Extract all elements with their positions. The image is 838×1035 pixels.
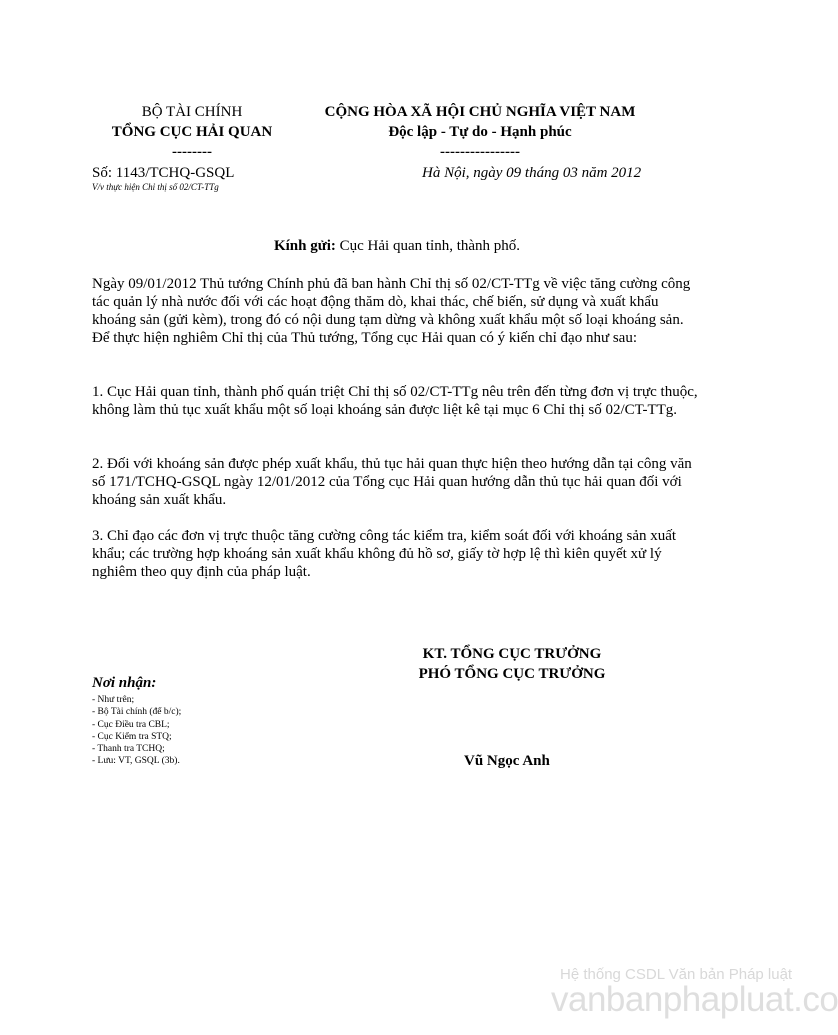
recipient-item: - Thanh tra TCHQ; <box>92 744 165 755</box>
document-subject: V/v thực hiện Chỉ thị số 02/CT-TTg <box>92 182 219 192</box>
recipient-item: - Bộ Tài chính (để b/c); <box>92 707 182 718</box>
addressee-value: Cục Hải quan tỉnh, thành phố. <box>339 238 521 254</box>
intro-paragraph: Ngày 09/01/2012 Thủ tướng Chính phủ đã ban hành Chỉ thị số 02/CT-TTg về việc tăng cường công tác quản lý nhà nước đối với các hoạt động thăm dò, khai thác, chế biến, sử dụng và xuất khẩu khoáng sản (gửi kèm), trong đó có nội dung tạm dừng và không xuất khẩu một số loại khoáng sản. Để thực hiện nghiêm Chỉ thị của Thủ tướng, Tổng cục Hải quan có ý kiến chỉ đạo như sau: <box>92 276 691 346</box>
signer-name: Vũ Ngọc Anh <box>464 753 550 769</box>
recipient-item: - Cục Kiểm tra STQ; <box>92 731 172 742</box>
addressee-line <box>92 238 702 255</box>
item-3-paragraph: 3. Chỉ đạo các đơn vị trực thuộc tăng cường công tác kiểm tra, kiểm soát đối với khoáng sản xuất khẩu; các trường hợp khoáng sản xuất khẩu không đủ hồ sơ, giấy tờ hợp lệ thì kiên quyết xử lý nghiêm theo quy định của pháp luật. <box>92 528 677 580</box>
agency-name: TỔNG CỤC HẢI QUAN <box>111 124 273 140</box>
national-motto: Độc lập - Tự do - Hạnh phúc <box>388 124 572 140</box>
signature-block <box>392 644 632 684</box>
recipient-item: - Như trên; <box>92 695 135 705</box>
watermark-caption: Hệ thống CSDL Văn bản Pháp luật <box>560 966 793 983</box>
recipients-title: Nơi nhận: <box>92 675 157 691</box>
signature-title: PHÓ TỔNG CỤC TRƯỞNG <box>418 666 606 682</box>
national-title-block <box>300 102 660 162</box>
watermark-site: vanbanphapluat.co <box>551 980 838 1019</box>
country-name: CỘNG HÒA XÃ HỘI CHỦ NGHĨA VIỆT NAM <box>324 104 636 120</box>
addressee-label: Kính gửi: <box>273 238 336 254</box>
issuing-agency-block <box>92 102 292 162</box>
item-2-paragraph: 2. Đối với khoáng sản được phép xuất khẩu, thủ tục hải quan thực hiện theo hướng dẫn tại công văn số 171/TCHQ-GSQL ngày 12/01/2012 của Tổng cục Hải quan hướng dẫn thủ tục hải quan đối với khoáng sản xuất khẩu. <box>92 456 692 508</box>
signature-authority: KT. TỔNG CỤC TRƯỞNG <box>422 646 602 662</box>
motto-divider: ---------------- <box>440 144 520 160</box>
document-number: Số: 1143/TCHQ-GSQL <box>92 165 235 181</box>
recipients-list <box>92 694 181 768</box>
place-date: Hà Nội, ngày 09 tháng 03 năm 2012 <box>422 165 642 181</box>
ministry-name: BỘ TÀI CHÍNH <box>141 104 243 120</box>
item-1-paragraph: 1. Cục Hải quan tỉnh, thành phố quán triệt Chỉ thị số 02/CT-TTg nêu trên đến từng đơn vị trực thuộc, không làm thủ tục xuất khẩu một số loại khoáng sản được liệt kê tại mục 6 Chỉ thị số 02/CT-TTg. <box>92 384 698 418</box>
recipient-item: - Lưu: VT, GSQL (3b). <box>92 756 180 767</box>
agency-divider: -------- <box>172 144 212 160</box>
recipient-item: - Cục Điều tra CBL; <box>92 719 170 730</box>
